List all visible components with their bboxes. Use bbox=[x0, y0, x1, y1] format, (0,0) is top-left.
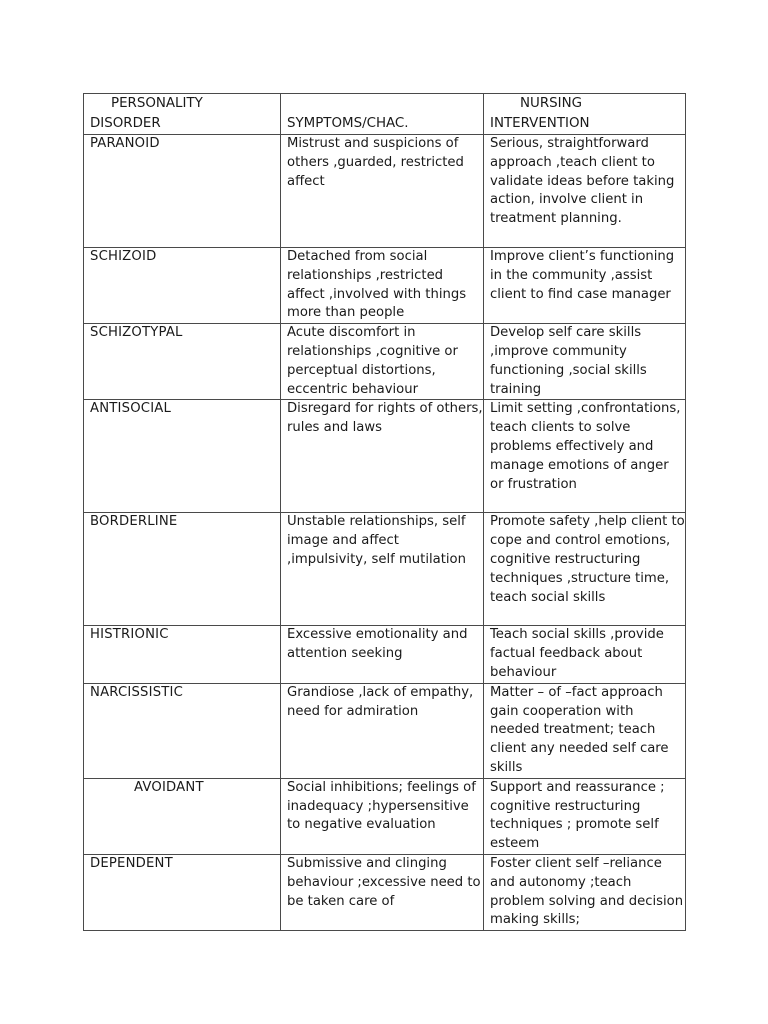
intervention-cell: Improve client’s functioning in the community ,assist client to find case manager bbox=[484, 248, 686, 324]
symptoms-cell: Grandiose ,lack of empathy, need for admiration bbox=[281, 683, 484, 778]
header-disorder-line2: DISORDER bbox=[90, 116, 161, 131]
table-row bbox=[84, 248, 686, 324]
symptoms-cell: Disregard for rights of others, rules and laws bbox=[281, 400, 484, 513]
table-row bbox=[84, 400, 686, 513]
table-header-row bbox=[84, 94, 686, 135]
intervention-cell: Limit setting ,confrontations, teach clients to solve problems effectively and manage emotions of anger or frustration bbox=[484, 400, 686, 513]
table-row bbox=[84, 324, 686, 400]
disorder-name: AVOIDANT bbox=[84, 778, 281, 854]
table-row bbox=[84, 683, 686, 778]
disorder-name: HISTRIONIC bbox=[84, 626, 281, 683]
header-personality-disorder bbox=[84, 94, 281, 135]
symptoms-cell: Mistrust and suspicions of others ,guarded, restricted affect bbox=[281, 135, 484, 248]
intervention-cell: Develop self care skills ,improve community functioning ,social skills training bbox=[484, 324, 686, 400]
header-nursing-intervention bbox=[484, 94, 686, 135]
disorder-name: SCHIZOTYPAL bbox=[84, 324, 281, 400]
symptoms-cell: Detached from social relationships ,restricted affect ,involved with things more than people bbox=[281, 248, 484, 324]
disorder-name: PARANOID bbox=[84, 135, 281, 248]
table-row bbox=[84, 854, 686, 930]
table-row bbox=[84, 778, 686, 854]
intervention-cell: Support and reassurance ; cognitive restructuring techniques ; promote self esteem bbox=[484, 778, 686, 854]
symptoms-cell: Submissive and clinging behaviour ;excessive need to be taken care of bbox=[281, 854, 484, 930]
symptoms-cell: Social inhibitions; feelings of inadequacy ;hypersensitive to negative evaluation bbox=[281, 778, 484, 854]
intervention-cell: Serious, straightforward approach ,teach client to validate ideas before taking action, involve client in treatment planning. bbox=[484, 135, 686, 248]
disorder-name: BORDERLINE bbox=[84, 513, 281, 626]
symptoms-cell: Unstable relationships, self image and affect ,impulsivity, self mutilation bbox=[281, 513, 484, 626]
header-symptoms: SYMPTOMS/CHAC. bbox=[281, 94, 484, 135]
header-disorder-line1: PERSONALITY bbox=[111, 96, 203, 111]
personality-disorders-table bbox=[83, 93, 686, 931]
disorder-name: DEPENDENT bbox=[84, 854, 281, 930]
intervention-cell: Matter – of –fact approach gain cooperation with needed treatment; teach client any needed self care skills bbox=[484, 683, 686, 778]
disorder-name: ANTISOCIAL bbox=[84, 400, 281, 513]
table-row bbox=[84, 135, 686, 248]
header-nursing-line1: NURSING bbox=[520, 96, 582, 111]
table-row bbox=[84, 626, 686, 683]
header-nursing-line2: INTERVENTION bbox=[490, 116, 590, 131]
intervention-cell: Foster client self –reliance and autonomy ;teach problem solving and decision making skills; bbox=[484, 854, 686, 930]
disorder-name: NARCISSISTIC bbox=[84, 683, 281, 778]
symptoms-cell: Excessive emotionality and attention seeking bbox=[281, 626, 484, 683]
disorder-name: SCHIZOID bbox=[84, 248, 281, 324]
intervention-cell: Teach social skills ,provide factual feedback about behaviour bbox=[484, 626, 686, 683]
table-row bbox=[84, 513, 686, 626]
intervention-cell: Promote safety ,help client to cope and control emotions, cognitive restructuring techniques ,structure time, teach social skills bbox=[484, 513, 686, 626]
symptoms-cell: Acute discomfort in relationships ,cognitive or perceptual distortions, eccentric behaviour bbox=[281, 324, 484, 400]
